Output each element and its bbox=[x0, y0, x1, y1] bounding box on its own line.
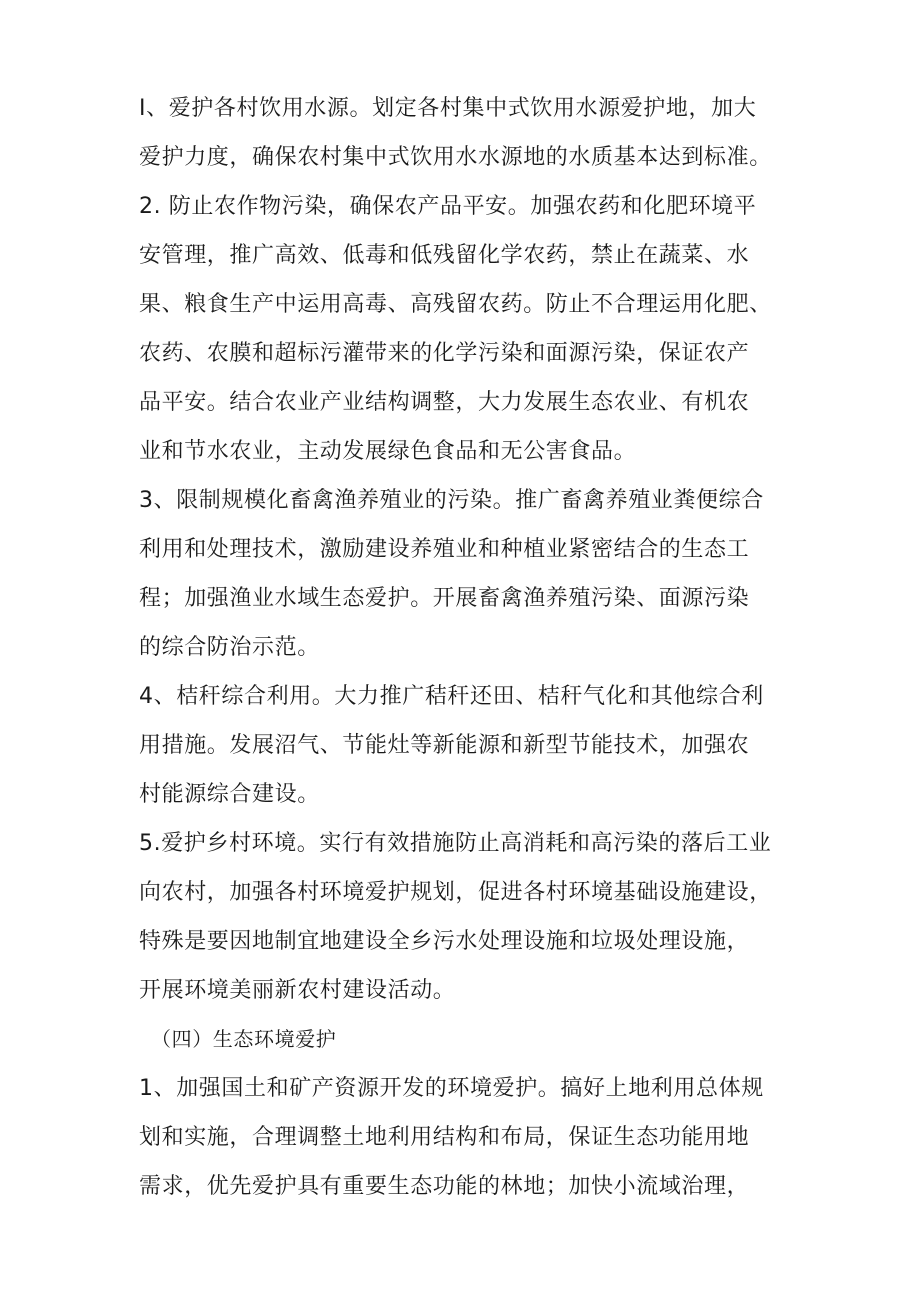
text-line: 程；加强渔业水域生态爱护。开展畜禽渔养殖污染、面源污染 bbox=[139, 586, 750, 611]
section-heading: （四）生态环境爱护 bbox=[151, 1027, 337, 1051]
text-line: 划和实施，合理调整土地利用结构和布局，保证生态功能用地 bbox=[139, 1125, 750, 1150]
text-line: 品平安。结合农业产业结构调整，大力发展生态农业、有机农 bbox=[139, 390, 750, 415]
text-line: 向农村，加强各村环境爱护规划，促进各村环境基础设施建设， bbox=[139, 880, 772, 905]
text-line: 村能源综合建设。 bbox=[139, 782, 320, 807]
text-line: 1、加强国土和矿产资源开发的环境爱护。搞好上地利用总体规 bbox=[139, 1076, 764, 1101]
paragraph-item-1 bbox=[139, 84, 799, 182]
paragraph-item-4 bbox=[139, 672, 799, 819]
text-line: 爱护力度，确保农村集中式饮用水水源地的水质基本达到标准。 bbox=[139, 145, 772, 170]
text-line: 农药、农膜和超标污灌带来的化学污染和面源污染，保证农产 bbox=[139, 341, 750, 366]
text-line: 业和节水农业，主动发展绿色食品和无公害食品。 bbox=[139, 439, 637, 464]
text-line: 安管理，推广高效、低毒和低残留化学农药，禁止在蔬菜、水 bbox=[139, 243, 750, 268]
document-body bbox=[139, 84, 799, 1211]
text-line: I、爱护各村饮用水源。划定各村集中式饮用水源爱护地，加大 bbox=[139, 96, 757, 121]
text-line: 2. 防止农作物污染，确保农产品平安。加强农药和化肥环境平 bbox=[139, 194, 757, 219]
paragraph-item-2 bbox=[139, 182, 799, 476]
paragraph-sec4-item-1 bbox=[139, 1064, 799, 1211]
text-line: 用措施。发展沼气、节能灶等新能源和新型节能技术，加强农 bbox=[139, 733, 750, 758]
paragraph-item-5 bbox=[139, 819, 799, 1015]
text-line: 开展环境美丽新农村建设活动。 bbox=[139, 978, 456, 1003]
text-line: 需求，优先爱护具有重要生态功能的林地；加快小流域治理， bbox=[139, 1174, 750, 1199]
text-line: 的综合防治示范。 bbox=[139, 635, 320, 660]
text-line: 果、粮食生产中运用高毒、高残留农药。防止不合理运用化肥、 bbox=[139, 292, 772, 317]
text-line: 3、限制规模化畜禽渔养殖业的污染。推广畜禽养殖业粪便综合 bbox=[139, 488, 764, 513]
text-line: 4、桔秆综合利用。大力推广秸秆还田、桔秆气化和其他综合利 bbox=[139, 684, 764, 709]
text-line: 利用和处理技术，激励建设养殖业和种植业紧密结合的生态工 bbox=[139, 537, 750, 562]
text-line: 特殊是要因地制宜地建设全乡污水处理设施和垃圾处理设施， bbox=[139, 929, 750, 954]
text-line: 5.爱护乡村环境。实行有效措施防止高消耗和高污染的落后工业 bbox=[139, 831, 772, 856]
paragraph-item-3 bbox=[139, 476, 799, 672]
